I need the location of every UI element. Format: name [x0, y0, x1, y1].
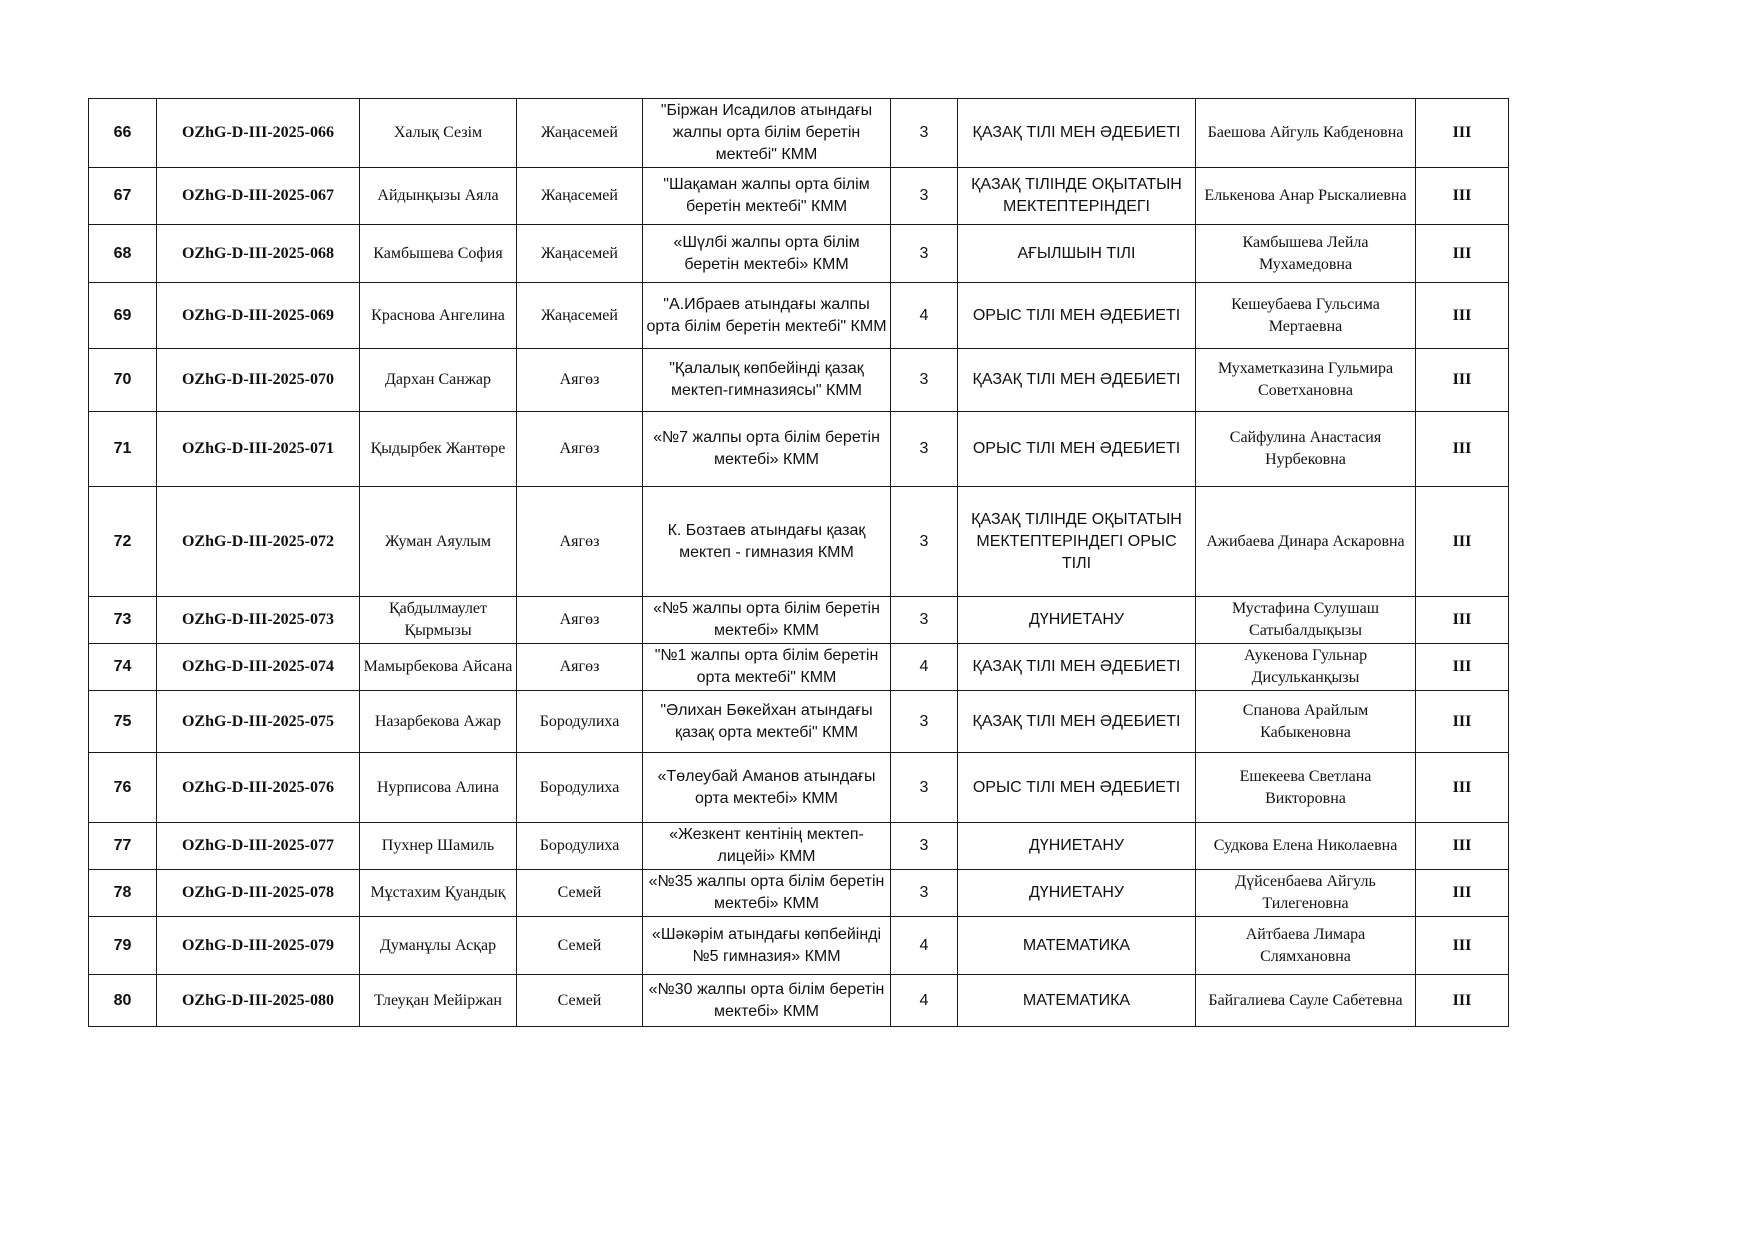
table-row	[89, 99, 1509, 168]
teacher-cell: Ешекеева Светлана Викторовна	[1196, 753, 1416, 823]
participant-code-cell: OZhG-D-III-2025-079	[157, 917, 360, 975]
row-number-cell: 80	[89, 975, 157, 1027]
student-name-cell: Пухнер Шамиль	[360, 823, 517, 870]
district-cell: Семей	[517, 975, 643, 1027]
school-cell: «Төлеубай Аманов атындағы орта мектебі» КММ	[643, 753, 891, 823]
table-row	[89, 597, 1509, 644]
grade-cell: 3	[891, 753, 958, 823]
subject-cell: ДҮНИЕТАНУ	[958, 870, 1196, 917]
district-cell: Семей	[517, 917, 643, 975]
student-name-cell: Мұстахим Қуандық	[360, 870, 517, 917]
teacher-cell: Баешова Айгуль Кабденовна	[1196, 99, 1416, 168]
subject-cell: ОРЫС ТІЛІ МЕН ӘДЕБИЕТІ	[958, 412, 1196, 487]
award-degree-cell: III	[1416, 975, 1509, 1027]
school-cell: К. Бозтаев атындағы қазақ мектеп - гимназия КММ	[643, 487, 891, 597]
student-name-cell: Камбышева София	[360, 225, 517, 283]
table-row	[89, 753, 1509, 823]
teacher-cell: Елькенова Анар Рыскалиевна	[1196, 168, 1416, 225]
teacher-cell: Камбышева Лейла Мухамедовна	[1196, 225, 1416, 283]
school-cell: «№5 жалпы орта білім беретін мектебі» КММ	[643, 597, 891, 644]
grade-cell: 3	[891, 412, 958, 487]
teacher-cell: Байгалиева Сауле Сабетевна	[1196, 975, 1416, 1027]
award-degree-cell: III	[1416, 99, 1509, 168]
district-cell: Бородулиха	[517, 823, 643, 870]
award-degree-cell: III	[1416, 823, 1509, 870]
subject-cell: ҚАЗАҚ ТІЛІНДЕ ОҚЫТАТЫН МЕКТЕПТЕРІНДЕГІ ОРЫС ТІЛІ	[958, 487, 1196, 597]
student-name-cell: Назарбекова Ажар	[360, 691, 517, 753]
participant-code-cell: OZhG-D-III-2025-075	[157, 691, 360, 753]
student-name-cell: Жуман Аяулым	[360, 487, 517, 597]
subject-cell: ОРЫС ТІЛІ МЕН ӘДЕБИЕТІ	[958, 283, 1196, 349]
grade-cell: 3	[891, 597, 958, 644]
school-cell: «Шәкәрім атындағы көпбейінді №5 гимназия» КММ	[643, 917, 891, 975]
award-degree-cell: III	[1416, 283, 1509, 349]
table-row	[89, 225, 1509, 283]
school-cell: "Қалалық көпбейінді қазақ мектеп-гимназиясы" КММ	[643, 349, 891, 412]
participant-code-cell: OZhG-D-III-2025-077	[157, 823, 360, 870]
school-cell: «№7 жалпы орта білім беретін мектебі» КММ	[643, 412, 891, 487]
row-number-cell: 67	[89, 168, 157, 225]
participant-code-cell: OZhG-D-III-2025-073	[157, 597, 360, 644]
teacher-cell: Айтбаева Лимара Слямхановна	[1196, 917, 1416, 975]
district-cell: Аягөз	[517, 597, 643, 644]
award-degree-cell: III	[1416, 870, 1509, 917]
participant-code-cell: OZhG-D-III-2025-070	[157, 349, 360, 412]
row-number-cell: 79	[89, 917, 157, 975]
district-cell: Аягөз	[517, 349, 643, 412]
district-cell: Жаңасемей	[517, 283, 643, 349]
table-row	[89, 412, 1509, 487]
participant-code-cell: OZhG-D-III-2025-078	[157, 870, 360, 917]
table-row	[89, 644, 1509, 691]
grade-cell: 4	[891, 975, 958, 1027]
teacher-cell: Аукенова Гульнар Дисульканқызы	[1196, 644, 1416, 691]
subject-cell: ҚАЗАҚ ТІЛІ МЕН ӘДЕБИЕТІ	[958, 691, 1196, 753]
participant-code-cell: OZhG-D-III-2025-080	[157, 975, 360, 1027]
grade-cell: 3	[891, 870, 958, 917]
subject-cell: МАТЕМАТИКА	[958, 917, 1196, 975]
subject-cell: МАТЕМАТИКА	[958, 975, 1196, 1027]
subject-cell: ҚАЗАҚ ТІЛІ МЕН ӘДЕБИЕТІ	[958, 99, 1196, 168]
student-name-cell: Айдынқызы Аяла	[360, 168, 517, 225]
grade-cell: 3	[891, 823, 958, 870]
school-cell: "Біржан Исадилов атындағы жалпы орта білім беретін мектебі" КММ	[643, 99, 891, 168]
student-name-cell: Қабдылмаулет Қырмызы	[360, 597, 517, 644]
student-name-cell: Мамырбекова Айсана	[360, 644, 517, 691]
subject-cell: ДҮНИЕТАНУ	[958, 823, 1196, 870]
row-number-cell: 69	[89, 283, 157, 349]
grade-cell: 3	[891, 99, 958, 168]
row-number-cell: 75	[89, 691, 157, 753]
row-number-cell: 76	[89, 753, 157, 823]
table-row	[89, 691, 1509, 753]
award-degree-cell: III	[1416, 412, 1509, 487]
district-cell: Жаңасемей	[517, 168, 643, 225]
row-number-cell: 71	[89, 412, 157, 487]
teacher-cell: Спанова Арайлым Кабыкеновна	[1196, 691, 1416, 753]
subject-cell: АҒЫЛШЫН ТІЛІ	[958, 225, 1196, 283]
results-table	[88, 98, 1509, 1027]
table-row	[89, 168, 1509, 225]
award-degree-cell: III	[1416, 487, 1509, 597]
district-cell: Жаңасемей	[517, 99, 643, 168]
district-cell: Аягөз	[517, 644, 643, 691]
subject-cell: ҚАЗАҚ ТІЛІ МЕН ӘДЕБИЕТІ	[958, 644, 1196, 691]
award-degree-cell: III	[1416, 225, 1509, 283]
grade-cell: 4	[891, 917, 958, 975]
row-number-cell: 78	[89, 870, 157, 917]
district-cell: Аягөз	[517, 412, 643, 487]
table-row	[89, 823, 1509, 870]
grade-cell: 3	[891, 225, 958, 283]
table-row	[89, 975, 1509, 1027]
participant-code-cell: OZhG-D-III-2025-074	[157, 644, 360, 691]
row-number-cell: 70	[89, 349, 157, 412]
table-row	[89, 870, 1509, 917]
teacher-cell: Дүйсенбаева Айгуль Тилегеновна	[1196, 870, 1416, 917]
participant-code-cell: OZhG-D-III-2025-067	[157, 168, 360, 225]
subject-cell: ДҮНИЕТАНУ	[958, 597, 1196, 644]
school-cell: «Жезкент кентінің мектеп-лицейі» КММ	[643, 823, 891, 870]
district-cell: Аягөз	[517, 487, 643, 597]
school-cell: "№1 жалпы орта білім беретін орта мектебі" КММ	[643, 644, 891, 691]
student-name-cell: Тлеуқан Мейіржан	[360, 975, 517, 1027]
row-number-cell: 68	[89, 225, 157, 283]
school-cell: «Шүлбі жалпы орта білім беретін мектебі» КММ	[643, 225, 891, 283]
award-degree-cell: III	[1416, 597, 1509, 644]
row-number-cell: 74	[89, 644, 157, 691]
award-degree-cell: III	[1416, 917, 1509, 975]
table-row	[89, 283, 1509, 349]
subject-cell: ҚАЗАҚ ТІЛІ МЕН ӘДЕБИЕТІ	[958, 349, 1196, 412]
table-row	[89, 349, 1509, 412]
award-degree-cell: III	[1416, 644, 1509, 691]
school-cell: "Әлихан Бөкейхан атындағы қазақ орта мектебі" КММ	[643, 691, 891, 753]
teacher-cell: Мухаметказина Гульмира Советхановна	[1196, 349, 1416, 412]
participant-code-cell: OZhG-D-III-2025-068	[157, 225, 360, 283]
award-degree-cell: III	[1416, 691, 1509, 753]
table-row	[89, 917, 1509, 975]
award-degree-cell: III	[1416, 168, 1509, 225]
participant-code-cell: OZhG-D-III-2025-066	[157, 99, 360, 168]
grade-cell: 3	[891, 691, 958, 753]
subject-cell: ОРЫС ТІЛІ МЕН ӘДЕБИЕТІ	[958, 753, 1196, 823]
grade-cell: 3	[891, 487, 958, 597]
district-cell: Семей	[517, 870, 643, 917]
school-cell: «№30 жалпы орта білім беретін мектебі» КММ	[643, 975, 891, 1027]
school-cell: «№35 жалпы орта білім беретін мектебі» КММ	[643, 870, 891, 917]
district-cell: Бородулиха	[517, 691, 643, 753]
row-number-cell: 72	[89, 487, 157, 597]
grade-cell: 4	[891, 644, 958, 691]
table-body	[89, 99, 1509, 1027]
grade-cell: 3	[891, 168, 958, 225]
student-name-cell: Дархан Санжар	[360, 349, 517, 412]
teacher-cell: Кешеубаева Гульсима Мертаевна	[1196, 283, 1416, 349]
school-cell: "А.Ибраев атындағы жалпы орта білім беретін мектебі" КММ	[643, 283, 891, 349]
participant-code-cell: OZhG-D-III-2025-076	[157, 753, 360, 823]
participant-code-cell: OZhG-D-III-2025-069	[157, 283, 360, 349]
row-number-cell: 66	[89, 99, 157, 168]
teacher-cell: Мустафина Сулушаш Сатыбалдықызы	[1196, 597, 1416, 644]
table-row	[89, 487, 1509, 597]
grade-cell: 4	[891, 283, 958, 349]
student-name-cell: Халық Сезім	[360, 99, 517, 168]
award-degree-cell: III	[1416, 349, 1509, 412]
student-name-cell: Қыдырбек Жантөре	[360, 412, 517, 487]
document-sheet	[88, 98, 1508, 1027]
teacher-cell: Сайфулина Анастасия Нурбековна	[1196, 412, 1416, 487]
student-name-cell: Думанұлы Асқар	[360, 917, 517, 975]
school-cell: "Шақаман жалпы орта білім беретін мектебі" КММ	[643, 168, 891, 225]
row-number-cell: 77	[89, 823, 157, 870]
teacher-cell: Судкова Елена Николаевна	[1196, 823, 1416, 870]
row-number-cell: 73	[89, 597, 157, 644]
student-name-cell: Нурписова Алина	[360, 753, 517, 823]
award-degree-cell: III	[1416, 753, 1509, 823]
student-name-cell: Краснова Ангелина	[360, 283, 517, 349]
grade-cell: 3	[891, 349, 958, 412]
teacher-cell: Ажибаева Динара Аскаровна	[1196, 487, 1416, 597]
subject-cell: ҚАЗАҚ ТІЛІНДЕ ОҚЫТАТЫН МЕКТЕПТЕРІНДЕГІ	[958, 168, 1196, 225]
district-cell: Бородулиха	[517, 753, 643, 823]
participant-code-cell: OZhG-D-III-2025-072	[157, 487, 360, 597]
participant-code-cell: OZhG-D-III-2025-071	[157, 412, 360, 487]
district-cell: Жаңасемей	[517, 225, 643, 283]
